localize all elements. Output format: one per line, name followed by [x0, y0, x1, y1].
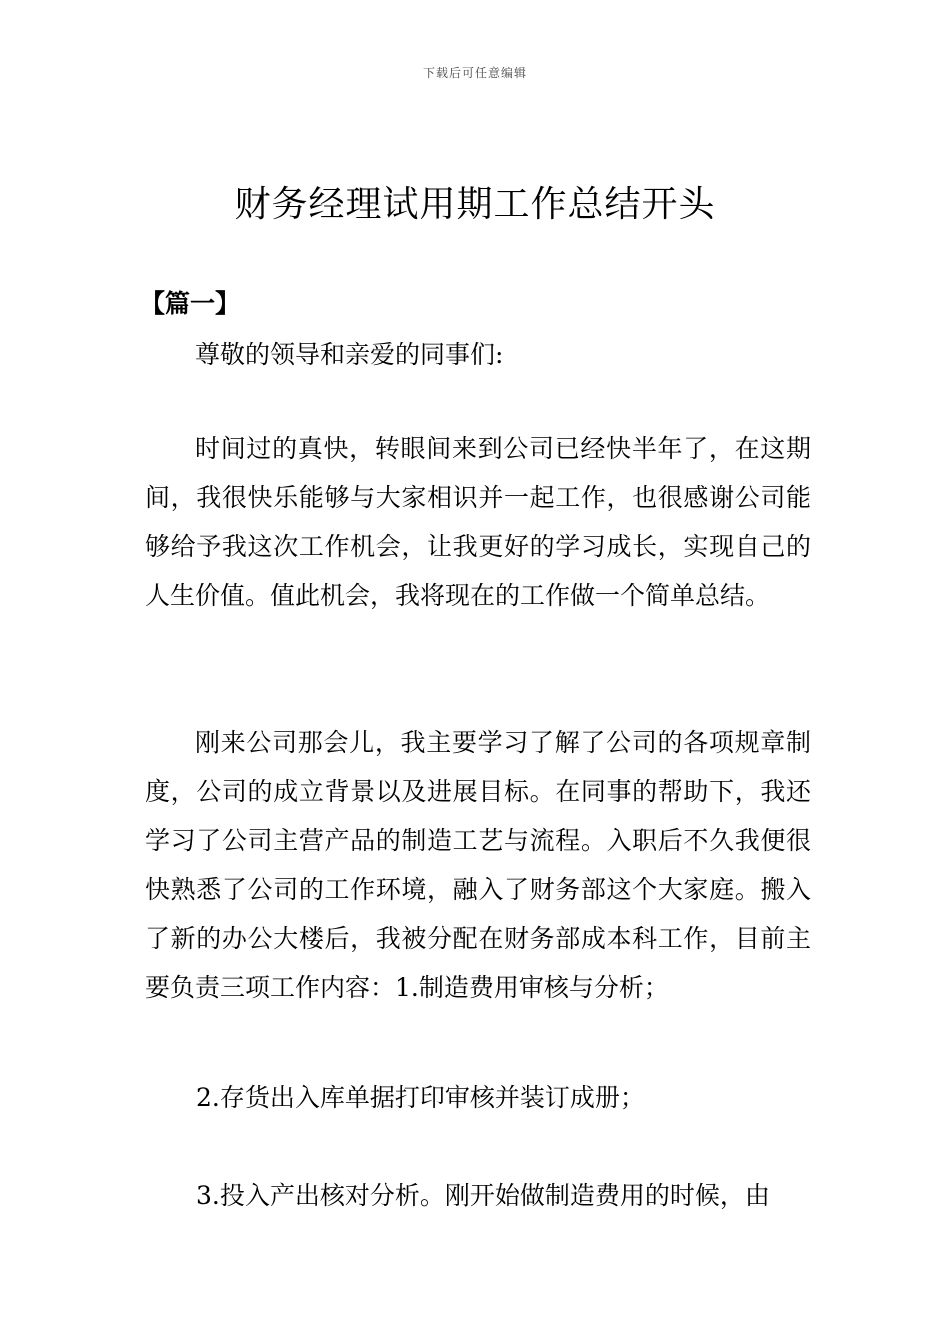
document-title: 财务经理试用期工作总结开头: [234, 184, 716, 225]
list-item-3: 3.投入产出核对分析。刚开始做制造费用的时候，由: [196, 1181, 770, 1210]
salutation: 尊敬的领导和亲爱的同事们:: [195, 340, 504, 369]
paragraph-1: 时间过的真快，转眼间来到公司已经快半年了，在这期间，我很快乐能够与大家相识并一起工作，也很感谢公司能够给予我这次工作机会，让我更好的学习成长，实现自己的人生价值。值此机会，我将现在的工作做一个简单总结。: [145, 434, 811, 610]
list-item-2: 2.存货出入库单据打印审核并装订成册；: [196, 1083, 645, 1112]
paragraph-2: 刚来公司那会儿，我主要学习了解了公司的各项规章制度，公司的成立背景以及进展目标。在同事的帮助下，我还学习了公司主营产品的制造工艺与流程。入职后不久我便很快熟悉了公司的工作环境，融入了财务部这个大家庭。搬入了新的办公大楼后，我被分配在财务部成本科工作，目前主要负责三项工作内容：1.制造费用审核与分析；: [145, 728, 811, 1002]
section-label: 【篇一】: [140, 289, 241, 318]
page-header-note: 下载后可任意编辑: [422, 66, 527, 80]
